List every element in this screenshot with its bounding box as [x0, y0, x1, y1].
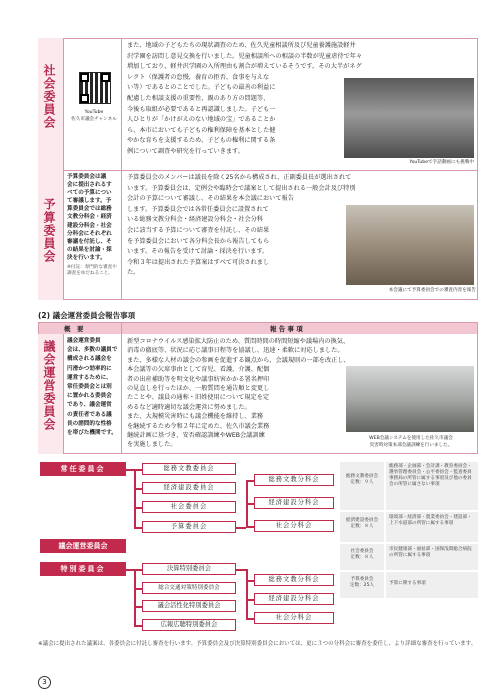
qr-code-corner	[80, 94, 89, 103]
info-desc-keizai: 環境部・経済部・農業委員会・建設部・上下水道部の所管に属する事項	[386, 512, 478, 542]
bunkakai2-soumu: 総務文教分科会	[254, 574, 334, 586]
shakai-photo-caption: YouTubeで手話動画にも挑戦中	[409, 160, 474, 165]
connector	[126, 569, 134, 571]
section2-heading: (2) 議会運営委員会報告事項	[38, 311, 136, 320]
bunkakai-keizai: 経済建設分科会	[254, 497, 334, 509]
qr-code-corner	[101, 73, 110, 82]
committee-soumu: 総務文教委員会	[142, 463, 236, 475]
giun-header-right-label: 報 告 事 項	[270, 325, 303, 333]
bunkakai2-keizai: 経済建設分科会	[254, 593, 334, 605]
special-kessan: 決算特別委員会	[142, 563, 236, 575]
connector	[236, 569, 246, 571]
table-divider	[38, 170, 478, 171]
yosan-left-note: ※付託：専門的な審査や 調査をゆだねること。	[67, 265, 117, 276]
connector	[246, 480, 254, 482]
connector	[246, 526, 254, 528]
connector	[134, 588, 142, 590]
connector	[246, 618, 254, 620]
committee-keizai: 経済建設委員会	[142, 482, 236, 494]
connector	[134, 606, 142, 608]
giun-photo-caption-2: 災害時対策本部会議訓練を行いました。	[369, 443, 453, 448]
yosan-photo	[346, 205, 474, 285]
giun-header-left-label: 概 要	[64, 325, 84, 333]
special-kotsu: 総合交通対策特別委員会	[142, 582, 236, 594]
qr-caption-2: 佐久市議会チャンネル	[71, 117, 117, 122]
shakai-label: 社会委員会	[42, 64, 56, 129]
joninn-box: 常任委員会	[40, 462, 126, 476]
info-desc-soumu: 総務部・企画部・会計課・教育委員会・選挙管理委員会・公平委員会・監査委員事務局の所管に属する事項及び他の委員会の所管に属さない事項	[386, 462, 478, 510]
special-kasseika: 議会活性化特別委員会	[142, 600, 236, 612]
connector	[134, 488, 142, 490]
giun-body: 新型コロナウイルス感染拡大防止のため、質問時間の時間短縮や議場内の換気、 消毒の徹底等、状況に応じ議事日程等を協議し、迅速・柔軟に対応しました。 また、多様な人材の議会の参画を促進する観点から、会議規則の一部を改正し、 本会議等の欠席事由として育児、看護、介護、配偶 者の出産補助等を明文化や議事妨害かかる署名押印 の見直しを行ったほか、一般質問を通告順と変更し たことや、議員の通称・旧姓使用について規定を定 めるなど適時適切な議会運営に努めました。 また、大規模災害時にも議会機能を維持し、業務 を継続するため令和２年に定めた、佐久市議会業務 継続計画に基づき、安否確認訓練やWEB会議訓練 を実施しました。	[127, 338, 350, 449]
qr-caption-1: YouTube	[84, 110, 104, 115]
connector	[134, 625, 142, 627]
info-desc-yosan: 予算に関する事項	[386, 572, 478, 598]
info-name-keizai: 経済建設委員会 定数：８人	[340, 512, 384, 542]
giun-photo	[346, 366, 474, 432]
giun-box: 議会運営委員会	[40, 539, 126, 553]
connector	[134, 469, 136, 529]
info-name-shakai: 社会委員会 定数：８人	[340, 544, 384, 570]
info-desc-shakai: 市民健康部・福祉部・国保浅間総合病院の所管に属する事項	[386, 544, 478, 570]
giun-col-divider	[121, 322, 122, 454]
bunkakai-soumu: 総務文教分科会	[254, 474, 334, 486]
connector	[126, 469, 134, 471]
bunkakai2-shakai: 社会分科会	[254, 612, 334, 624]
giun-label: 議会運営委員会	[42, 340, 56, 431]
shakai-body: また、地域の子どもたちの現状調査のため、佐久児童相談所及び児童養護施設軽井 沢学園を訪問し意見交換を行いました。児童相談所への相談の半数が児童虐待で年々 増加しており、軽井沢学園の入所理由も割合が増えているそうです。その大半がネグ レクト（保護者の怠慢，養育の拒否、食事を与えな い等）であるとのことでした。子どもの最善の利益に 配慮した相談支援の重要性、親のあり方の問題等、 今後も取組が必要であると再認識しました。子ども一 人ひとりが「かけがえのない地域の宝」であることか ら、本市においても子どもの権利保障を基本とした健 やかな育ちを支援するため、子どもの権利に関する条 例について調査や研究を行っていきます。	[127, 42, 363, 155]
table-col-divider	[121, 38, 122, 300]
connector	[246, 569, 248, 618]
connector	[246, 580, 254, 582]
yosan-left-text: 予算委員会は議 会に提出されるす べての予算につい て審議します。予 算委員会では総務 文教分科会・経済 建設分科会・社会 分科会にそれぞれ 審議を付託し、そ の結果を討論・採 決を行います。	[67, 174, 112, 261]
info-name-soumu: 総務文教委員会 定数：９人	[340, 462, 384, 510]
info-name-yosan: 予算委員会 定数：25人	[340, 572, 384, 598]
committee-yosan: 予算委員会	[142, 521, 236, 533]
connector	[134, 569, 136, 626]
yosan-photo-caption: 本会議にて予算委員会での審査内容を報告	[388, 288, 476, 293]
footnote: ※議会に提出された議案は、各委員会に付託し審査を行います。予算委員会及び決算特別委員会においては、更に３つの分科会に審査を委任し、より詳細な審査を行っています。	[38, 641, 477, 647]
connector	[246, 599, 254, 601]
committee-shakai: 社会委員会	[142, 501, 236, 513]
page-number: 3	[38, 676, 51, 689]
connector	[134, 507, 142, 509]
giun-left-text: 議会運営委員 会は、多数の議員で 構成される議会を 円滑かつ効率的に 運営するために、 常任委員会とは別 に置かれる委員会 であり、議会運営 の責任者である議 長の諮問的な性格 を帯びた機関です。	[67, 338, 118, 437]
connector	[246, 503, 254, 505]
shakai-photo	[344, 78, 474, 158]
bunkakai-shakai: 社会分科会	[254, 520, 334, 532]
giun-photo-caption-1: WEB会議システムを使用した佐久市議会	[369, 436, 453, 441]
yosan-label: 予算委員会	[42, 198, 56, 263]
connector	[134, 569, 142, 571]
connector	[236, 527, 246, 529]
qr-code-corner	[80, 73, 89, 82]
connector	[134, 527, 142, 529]
yosan-body: 予算委員会のメンバーは議長を除く25名から構成され、正副委員長が選出されて います。予算委員会は、定例会や臨時会で議案として提出される一般会計及び特別 会計の予算について審議し、その結果を本会議において報告 します。予算委員会では各常任委員会に設置されて いる総務文教分科会・経済建設分科会・社会分科 会に該当する予算について審査を付託し、その結果 を予算委員会において各分科会長から報告してもら います。その報告を受けて討論・採決を行います。 令和３年は提出された予算案はすべて可決されまし た。	[127, 174, 356, 277]
special-koho: 広報広聴特別委員会	[142, 619, 236, 631]
tokubetsu-box: 特別委員会	[40, 562, 126, 576]
connector	[134, 469, 142, 471]
